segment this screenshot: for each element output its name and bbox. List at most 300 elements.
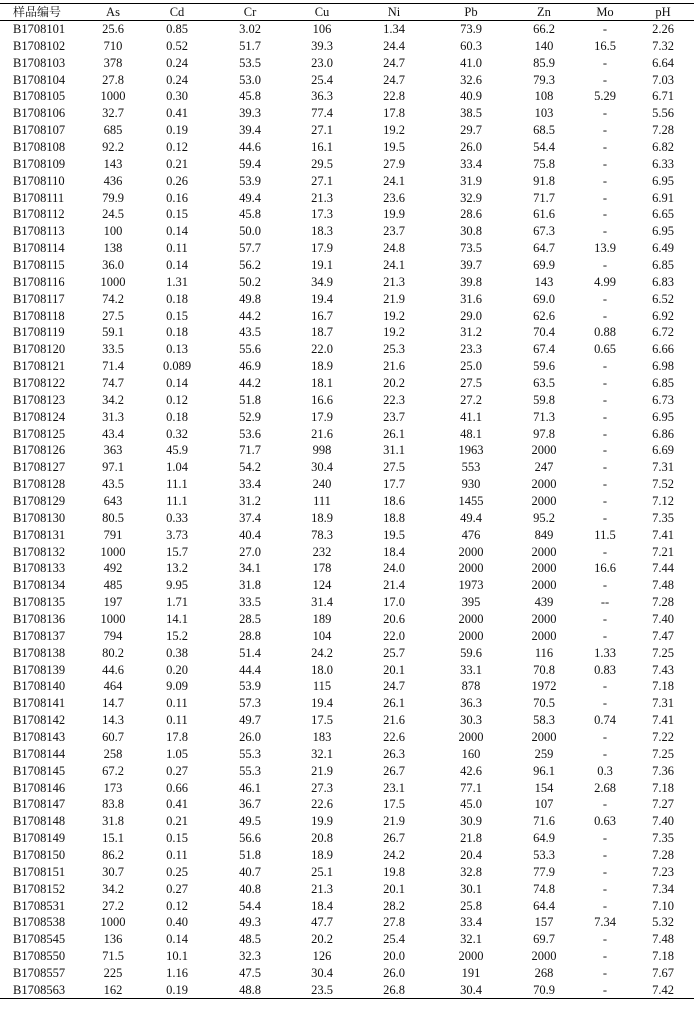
cell-sample-id: B1708150: [13, 848, 66, 863]
cell-zn: 157: [534, 915, 554, 930]
cell-ni: 24.1: [383, 257, 405, 272]
cell-cr: 40.4: [239, 527, 261, 542]
cell-cr: 46.9: [239, 359, 261, 374]
cell-sample-id: B1708146: [13, 780, 66, 795]
table-row: [0, 21, 694, 38]
cell-cr: 40.7: [239, 864, 261, 879]
cell-ph: 7.42: [632, 981, 694, 998]
cell-pb: 39.8: [460, 274, 482, 289]
cell-cd: 15.7: [166, 544, 188, 559]
cell-as: 791: [103, 527, 123, 542]
cell-mo: -: [602, 612, 608, 626]
cell-cu: 104: [312, 628, 332, 643]
cell-as: 80.5: [102, 510, 124, 525]
cell-ph: 6.33: [652, 156, 674, 171]
cell-zn: 91.8: [533, 173, 555, 188]
cell-cd: 0.15: [166, 831, 188, 846]
cell-cu: 20.8: [311, 831, 333, 846]
cell-zn: 58.3: [533, 713, 555, 728]
cell-sample-id: B1708117: [13, 291, 65, 306]
table-row: [0, 981, 694, 998]
cell-ni: 17.8: [383, 106, 405, 121]
cell-cu: 29.5: [311, 156, 333, 171]
cell-cr: 3.02: [239, 22, 261, 37]
cell-pb: 1963: [458, 443, 484, 458]
cell-zn: 439: [534, 595, 554, 610]
cell-cu: 39.3: [311, 38, 333, 53]
cell-pb: 33.1: [460, 662, 482, 677]
cell-cu: 17.9: [311, 241, 333, 256]
cell-sample-id: B1708149: [13, 831, 66, 846]
cell-ph: 7.25: [652, 746, 674, 761]
cell-as: 173: [103, 780, 123, 795]
cell-ni: 25.7: [383, 645, 405, 660]
cell-as: 14.7: [102, 696, 124, 711]
cell-cu: 19.9: [311, 814, 333, 829]
cell-ni: 31.1: [383, 443, 405, 458]
cell-mo: 16.5: [594, 38, 616, 53]
cell-mo: -: [602, 831, 608, 846]
cell-ni: 20.6: [383, 612, 405, 626]
table-row: [0, 779, 694, 796]
cell-cu: 18.3: [311, 224, 333, 239]
cell-zn: 68.5: [533, 123, 555, 138]
cell-as: 136: [103, 932, 123, 947]
cell-cr: 51.7: [239, 38, 261, 53]
cell-cr: 48.5: [239, 932, 261, 947]
column-header-ph: pH: [632, 4, 694, 21]
cell-zn: 74.8: [533, 881, 555, 896]
cell-ph: 6.66: [652, 342, 674, 357]
cell-ph: 7.03: [652, 72, 674, 87]
cell-cd: 0.40: [166, 915, 188, 930]
cell-ni: 20.2: [383, 375, 405, 390]
cell-ni: 27.8: [383, 915, 405, 930]
cell-mo: -: [602, 190, 608, 205]
cell-mo: 7.34: [594, 915, 616, 930]
cell-ph: 7.36: [652, 763, 674, 778]
cell-ni: 21.6: [383, 359, 405, 374]
cell-cd: 0.18: [166, 409, 188, 424]
cell-pb: 191: [461, 966, 481, 981]
cell-as: 436: [103, 173, 123, 188]
cell-pb: 42.6: [460, 763, 482, 778]
cell-ph: 7.28: [652, 123, 674, 138]
cell-cu: 126: [312, 949, 332, 964]
cell-zn: 103: [534, 106, 554, 121]
cell-pb: 21.8: [460, 831, 482, 846]
cell-as: 143: [103, 156, 123, 171]
cell-cu: 17.3: [311, 207, 333, 222]
cell-cu: 30.4: [311, 460, 333, 475]
cell-cr: 71.7: [239, 443, 261, 458]
cell-zn: 2000: [531, 477, 557, 492]
cell-mo: -: [602, 291, 608, 306]
cell-cr: 28.8: [239, 628, 261, 643]
cell-mo: -: [602, 544, 608, 559]
cell-mo: -: [602, 881, 608, 896]
cell-sample-id: B1708138: [13, 645, 66, 660]
cell-mo: 0.63: [594, 814, 616, 829]
cell-cu: 16.7: [311, 308, 333, 323]
cell-mo: -: [602, 493, 608, 508]
cell-sample-id: B1708114: [13, 241, 65, 256]
cell-cu: 47.7: [311, 915, 333, 930]
cell-pb: 25.8: [460, 898, 482, 913]
cell-zn: 53.3: [533, 848, 555, 863]
cell-pb: 32.6: [460, 72, 482, 87]
table-row: [0, 324, 694, 341]
cell-cr: 51.8: [239, 848, 261, 863]
cell-zn: 95.2: [533, 510, 555, 525]
cell-cd: 0.52: [166, 38, 188, 53]
cell-cu: 27.1: [311, 173, 333, 188]
cell-cu: 25.4: [311, 72, 333, 87]
cell-mo: -: [602, 966, 608, 981]
cell-cr: 39.4: [239, 123, 261, 138]
cell-pb: 48.1: [460, 426, 482, 441]
cell-mo: 2.68: [594, 780, 616, 795]
cell-sample-id: B1708147: [13, 797, 66, 812]
table-row: [0, 863, 694, 880]
cell-sample-id: B1708145: [13, 763, 66, 778]
cell-cr: 44.4: [239, 662, 261, 677]
table-row: [0, 206, 694, 223]
cell-sample-id: B1708125: [13, 426, 66, 441]
cell-pb: 23.3: [460, 342, 482, 357]
cell-ni: 26.8: [356, 981, 432, 998]
cell-ph: 6.98: [652, 359, 674, 374]
cell-sample-id: B1708124: [13, 409, 66, 424]
cell-cd: 0.85: [166, 22, 188, 37]
table-row: [0, 139, 694, 156]
cell-ni: 21.6: [383, 713, 405, 728]
cell-cu: 124: [312, 578, 332, 593]
cell-ph: 7.35: [652, 831, 674, 846]
cell-ni: 17.0: [383, 595, 405, 610]
cell-cr: 45.8: [239, 89, 261, 104]
cell-zn: 85.9: [533, 55, 555, 70]
cell-zn: 849: [534, 527, 554, 542]
cell-zn: 140: [534, 38, 554, 53]
cell-cr: 34.1: [239, 561, 261, 576]
cell-pb: 59.6: [460, 645, 482, 660]
table-row: [0, 459, 694, 476]
cell-cd: 0.66: [166, 780, 188, 795]
cell-sample-id: B1708107: [13, 123, 66, 138]
cell-as: 794: [103, 628, 123, 643]
cell-ni: 28.2: [383, 898, 405, 913]
cell-pb: 25.0: [460, 359, 482, 374]
cell-cd: 9.09: [166, 679, 188, 694]
cell-cd: 0.14: [166, 224, 188, 239]
table-row: [0, 560, 694, 577]
cell-sample-id: B1708116: [13, 274, 65, 289]
cell-cr: 59.4: [239, 156, 261, 171]
cell-mo: -: [602, 864, 608, 879]
cell-ph: 7.23: [652, 864, 674, 879]
cell-cd: 0.30: [166, 89, 188, 104]
cell-as: 60.7: [102, 730, 124, 745]
cell-cd: 0.18: [166, 325, 188, 340]
cell-zn: 71.7: [533, 190, 555, 205]
cell-mo: -: [602, 477, 608, 492]
cell-cd: 0.19: [142, 981, 212, 998]
cell-cu: 22.0: [311, 342, 333, 357]
cell-cd: 0.24: [166, 55, 188, 70]
cell-mo: 0.88: [594, 325, 616, 340]
cell-ph: 6.86: [652, 426, 674, 441]
cell-ni: 24.4: [383, 38, 405, 53]
cell-as: 258: [103, 746, 123, 761]
cell-cd: 0.20: [166, 662, 188, 677]
cell-cd: 1.16: [166, 966, 188, 981]
cell-ph: 6.69: [652, 443, 674, 458]
cell-as: 43.4: [102, 426, 124, 441]
cell-sample-id: B1708126: [13, 443, 66, 458]
cell-ph: 7.41: [652, 713, 674, 728]
cell-sample-id: B1708557: [13, 966, 66, 981]
cell-cd: 0.11: [166, 713, 188, 728]
table-row: [0, 813, 694, 830]
table-row: [0, 594, 694, 611]
cell-cd: 0.15: [166, 207, 188, 222]
cell-zn: 116: [534, 645, 554, 660]
cell-sample-id: B1708120: [13, 342, 66, 357]
table-row: [0, 88, 694, 105]
table-row: [0, 257, 694, 274]
cell-ph: 6.85: [652, 375, 674, 390]
column-header-cd: Cd: [142, 4, 212, 21]
cell-ni: 24.0: [383, 561, 405, 576]
cell-mo: -: [602, 207, 608, 222]
table-row: [0, 762, 694, 779]
cell-pb: 45.0: [460, 797, 482, 812]
cell-sample-id: B1708563: [0, 981, 84, 998]
cell-ni: 27.5: [383, 460, 405, 475]
cell-zn: 59.8: [533, 392, 555, 407]
cell-zn: 61.6: [533, 207, 555, 222]
cell-cu: 17.9: [311, 409, 333, 424]
cell-sample-id: B1708115: [13, 257, 65, 272]
cell-cu: 21.3: [311, 881, 333, 896]
cell-sample-id: B1708140: [13, 679, 66, 694]
cell-ni: 25.3: [383, 342, 405, 357]
table-row: [0, 71, 694, 88]
cell-cu: 34.9: [311, 274, 333, 289]
cell-zn: 59.6: [533, 359, 555, 374]
cell-as: 31.8: [102, 814, 124, 829]
cell-ni: 17.5: [383, 797, 405, 812]
cell-zn: 64.4: [533, 898, 555, 913]
cell-sample-id: B1708108: [13, 139, 66, 154]
cell-sample-id: B1708139: [13, 662, 66, 677]
cell-ph: 6.95: [652, 409, 674, 424]
cell-ni: 24.1: [383, 173, 405, 188]
cell-ph: 5.56: [652, 106, 674, 121]
cell-ph: 7.28: [652, 848, 674, 863]
cell-ph: 7.18: [652, 679, 674, 694]
cell-cr: 49.7: [239, 713, 261, 728]
cell-ni: 20.0: [383, 949, 405, 964]
cell-sample-id: B1708550: [13, 949, 66, 964]
cell-cd: 0.41: [166, 797, 188, 812]
table-row: [0, 880, 694, 897]
cell-mo: -: [602, 106, 608, 121]
cell-pb: 49.4: [460, 510, 482, 525]
cell-ph: 7.41: [652, 527, 674, 542]
cell-sample-id: B1708545: [13, 932, 66, 947]
cell-cd: 0.33: [166, 510, 188, 525]
cell-as: 197: [103, 595, 123, 610]
table-row: [0, 644, 694, 661]
cell-pb: 20.4: [460, 848, 482, 863]
cell-mo: -: [602, 55, 608, 70]
cell-as: 1000: [100, 89, 126, 104]
cell-mo: -: [602, 123, 608, 138]
cell-cu: 18.9: [311, 359, 333, 374]
cell-ni: 24.2: [383, 848, 405, 863]
cell-pb: 30.1: [460, 881, 482, 896]
table-row: [0, 678, 694, 695]
cell-cr: 32.3: [239, 949, 261, 964]
cell-pb: 395: [461, 595, 481, 610]
cell-pb: 31.6: [460, 291, 482, 306]
cell-cu: 19.1: [311, 257, 333, 272]
cell-as: 15.1: [102, 831, 124, 846]
cell-cu: 32.1: [311, 746, 333, 761]
cell-as: 363: [103, 443, 123, 458]
table-row: [0, 391, 694, 408]
cell-zn: 2000: [531, 561, 557, 576]
cell-cr: 49.3: [239, 915, 261, 930]
cell-as: 464: [103, 679, 123, 694]
cell-ni: 23.1: [383, 780, 405, 795]
cell-zn: 1972: [531, 679, 557, 694]
cell-sample-id: B1708141: [13, 696, 66, 711]
cell-cu: 240: [312, 477, 332, 492]
cell-ph: 6.72: [652, 325, 674, 340]
cell-pb: 1973: [458, 578, 484, 593]
cell-ph: 7.52: [652, 477, 674, 492]
cell-cd: 11.1: [166, 477, 188, 492]
cell-ni: 26.1: [383, 696, 405, 711]
cell-cr: 49.4: [239, 190, 261, 205]
cell-pb: 30.3: [460, 713, 482, 728]
cell-cr: 36.7: [239, 797, 261, 812]
cell-sample-id: B1708113: [13, 224, 65, 239]
table-row: [0, 796, 694, 813]
cell-cd: 9.95: [166, 578, 188, 593]
cell-cr: 31.8: [239, 578, 261, 593]
cell-cd: 0.14: [166, 932, 188, 947]
cell-as: 162: [84, 981, 142, 998]
cell-sample-id: B1708151: [13, 864, 66, 879]
cell-cu: 18.0: [311, 662, 333, 677]
cell-ph: 6.85: [652, 257, 674, 272]
cell-cd: 1.71: [166, 595, 188, 610]
cell-zn: 259: [534, 746, 554, 761]
cell-sample-id: B1708538: [13, 915, 66, 930]
cell-as: 74.2: [102, 291, 124, 306]
cell-ph: 7.25: [652, 645, 674, 660]
column-header-mo: Mo: [578, 4, 632, 21]
table-row: [0, 695, 694, 712]
cell-mo: -: [602, 578, 608, 593]
cell-pb: 38.5: [460, 106, 482, 121]
cell-ph: 7.48: [652, 578, 674, 593]
table-row: [0, 442, 694, 459]
cell-zn: 67.3: [533, 224, 555, 239]
cell-mo: 1.33: [594, 645, 616, 660]
cell-cd: 0.14: [166, 257, 188, 272]
cell-as: 79.9: [102, 190, 124, 205]
table-row: [0, 526, 694, 543]
cell-cr: 31.2: [239, 493, 261, 508]
cell-as: 44.6: [102, 662, 124, 677]
cell-mo: 0.83: [594, 662, 616, 677]
cell-mo: 4.99: [594, 274, 616, 289]
cell-mo: --: [600, 595, 610, 610]
cell-zn: 75.8: [533, 156, 555, 171]
cell-cu: 18.1: [311, 375, 333, 390]
table-row: [0, 627, 694, 644]
table-row: [0, 273, 694, 290]
cell-cd: 45.9: [166, 443, 188, 458]
cell-cr: 55.6: [239, 342, 261, 357]
cell-ni: 18.4: [383, 544, 405, 559]
cell-ni: 19.5: [383, 139, 405, 154]
cell-cd: 0.21: [166, 156, 188, 171]
cell-cd: 1.05: [166, 746, 188, 761]
cell-mo: -: [602, 730, 608, 745]
cell-ph: 6.52: [652, 291, 674, 306]
cell-ni: 19.2: [383, 325, 405, 340]
cell-pb: 2000: [458, 612, 484, 626]
cell-cd: 11.1: [166, 493, 188, 508]
cell-cr: 28.5: [239, 612, 261, 626]
cell-ni: 22.3: [383, 392, 405, 407]
cell-as: 1000: [100, 612, 126, 626]
cell-ni: 19.2: [383, 123, 405, 138]
cell-cd: 0.11: [166, 241, 188, 256]
cell-as: 36.0: [102, 257, 124, 272]
cell-sample-id: B1708129: [13, 493, 66, 508]
cell-sample-id: B1708118: [13, 308, 65, 323]
cell-mo: -: [602, 510, 608, 525]
cell-ph: 7.48: [652, 932, 674, 947]
cell-mo: -: [602, 22, 608, 37]
cell-pb: 32.9: [460, 190, 482, 205]
cell-pb: 33.4: [460, 915, 482, 930]
cell-as: 80.2: [102, 645, 124, 660]
cell-mo: -: [602, 224, 608, 239]
cell-pb: 2000: [458, 949, 484, 964]
cell-as: 71.4: [102, 359, 124, 374]
cell-cd: 0.13: [166, 342, 188, 357]
cell-sample-id: B1708130: [13, 510, 66, 525]
cell-as: 33.5: [102, 342, 124, 357]
cell-mo: 16.6: [594, 561, 616, 576]
cell-cd: 0.19: [166, 123, 188, 138]
cell-zn: 268: [534, 966, 554, 981]
cell-cu: 31.4: [311, 595, 333, 610]
cell-as: 685: [103, 123, 123, 138]
cell-cu: 16.1: [311, 139, 333, 154]
cell-as: 34.2: [102, 392, 124, 407]
cell-ni: 19.2: [383, 308, 405, 323]
cell-cu: 25.1: [311, 864, 333, 879]
